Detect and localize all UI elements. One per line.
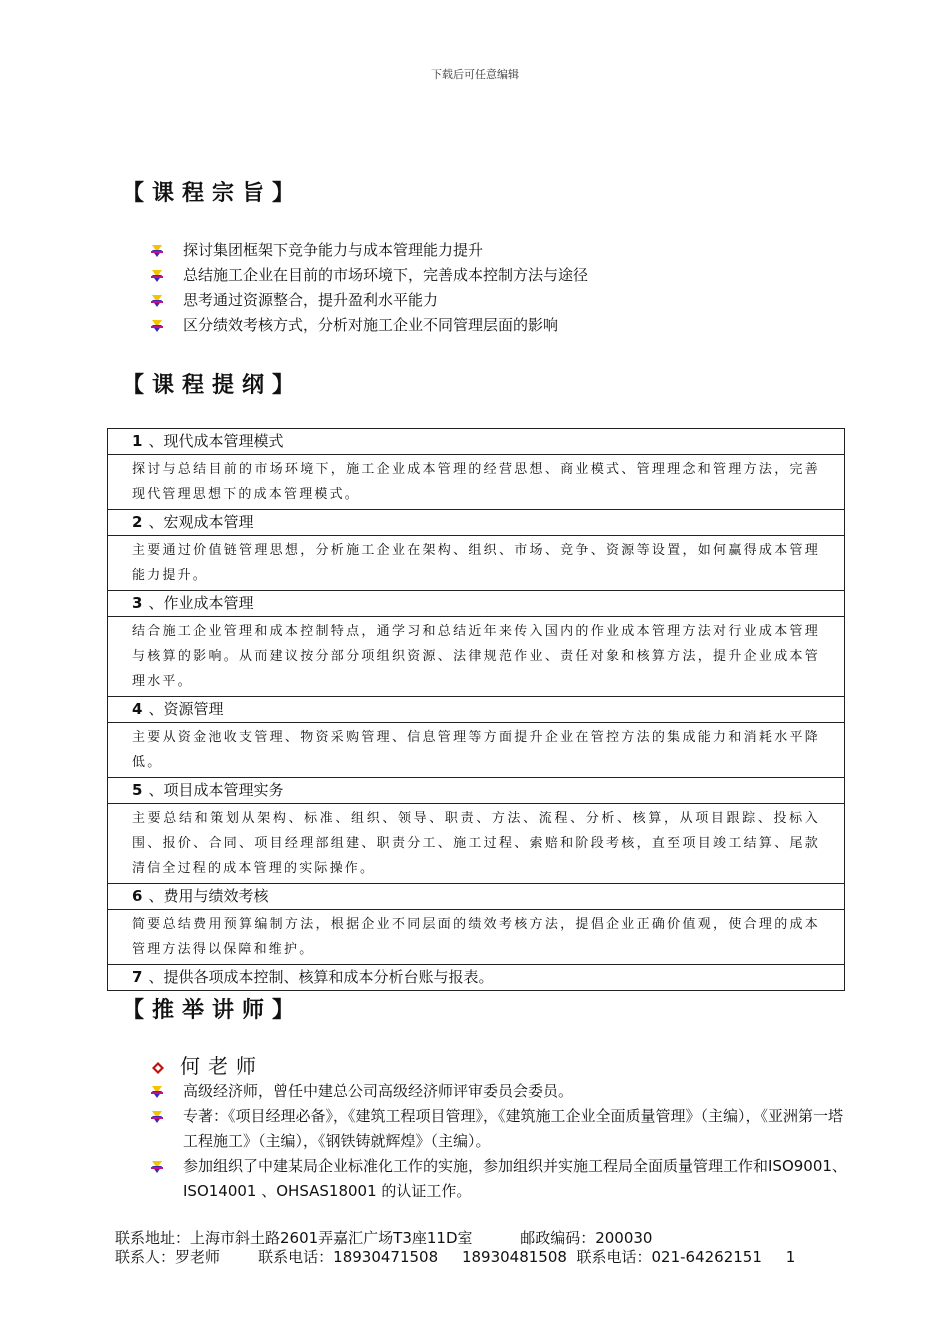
outline-heading: 、项目成本管理实务 [148, 781, 284, 799]
list-item [150, 288, 850, 313]
purpose-item-text: 探讨集团框架下竞争能力与成本管理能力提升 [183, 241, 484, 259]
lecturer-name: 何老师 [180, 1054, 264, 1078]
outline-heading-row [108, 778, 844, 804]
footer-address-line: 联系地址：上海市斜土路2601弄嘉汇广场T3座11D室 邮政编码：200030 [115, 1229, 653, 1247]
list-item [150, 263, 850, 288]
outline-table [107, 428, 845, 991]
outline-detail-row: 主要通过价值链管理思想，分析施工企业在架构、组织、市场、竞争、资源等设置，如何赢得成本管理能力提升。 [108, 536, 844, 591]
outline-heading-row [108, 429, 844, 455]
diamond-bullet-icon [152, 1062, 164, 1074]
outline-number: 1 [132, 432, 143, 450]
outline-detail-row: 探讨与总结目前的市场环境下，施工企业成本管理的经营思想、商业模式、管理理念和管理方法，完善现代管理思想下的成本管理模式。 [108, 455, 844, 510]
outline-number: 4 [132, 700, 143, 718]
outline-heading: 、现代成本管理模式 [148, 432, 284, 450]
arrow-bullet-icon [150, 269, 164, 283]
outline-heading-row [108, 591, 844, 617]
outline-heading: 、资源管理 [148, 700, 224, 718]
list-item [150, 313, 850, 338]
header-note: 下载后可任意编辑 [431, 68, 519, 81]
arrow-bullet-icon [150, 1085, 164, 1099]
outline-detail-row: 简要总结费用预算编制方法，根据企业不同层面的绩效考核方法，提倡企业正确价值观，使合理的成本管理方法得以保障和维护。 [108, 910, 844, 965]
arrow-bullet-icon [150, 244, 164, 258]
purpose-list [150, 238, 850, 338]
outline-heading: 、作业成本管理 [148, 594, 254, 612]
outline-detail-row: 主要从资金池收支管理、物资采购管理、信息管理等方面提升企业在管控方法的集成能力和消耗水平降低。 [108, 723, 844, 778]
outline-detail-row: 结合施工企业管理和成本控制特点，通学习和总结近年来传入国内的作业成本管理方法对行业成本管理与核算的影响。从而建议按分部分项组织资源、法律规范作业、责任对象和核算方法，提升企业成本管理水平。 [108, 617, 844, 697]
section-title-outline: 【课程提纲】 [122, 373, 303, 398]
outline-heading: 、宏观成本管理 [148, 513, 254, 531]
arrow-bullet-icon [150, 1110, 164, 1124]
lecturer-item-text: 高级经济师，曾任中建总公司高级经济师评审委员会委员。 [183, 1082, 574, 1100]
list-item [150, 1154, 850, 1204]
arrow-bullet-icon [150, 319, 164, 333]
outline-number: 2 [132, 513, 143, 531]
lecturer-item-text: 专著：《项目经理必备》，《建筑工程项目管理》，《建筑施工企业全面质量管理》（主编），《亚洲第一塔工程施工》（主编），《钢铁铸就辉煌》（主编）。 [183, 1107, 844, 1150]
list-item [150, 238, 850, 263]
list-item [150, 1104, 850, 1154]
purpose-item-text: 思考通过资源整合，提升盈利水平能力 [183, 291, 439, 309]
footer-contact-line: 联系人：罗老师 联系电话：18930471508 18930481508 联系电话：021-64262151 1 [115, 1248, 796, 1266]
outline-heading-row [108, 510, 844, 536]
outline-number: 3 [132, 594, 143, 612]
list-item [150, 1079, 850, 1104]
outline-heading: 、费用与绩效考核 [148, 887, 269, 905]
lecturer-item-text: 参加组织了中建某局企业标准化工作的实施，参加组织并实施工程局全面质量管理工作和ISO9001、ISO14001 、OHSAS18001 的认证工作。 [183, 1157, 847, 1200]
section-title-lecturer: 【推举讲师】 [122, 998, 303, 1023]
arrow-bullet-icon [150, 294, 164, 308]
section-title-purpose: 【课程宗旨】 [122, 181, 303, 206]
purpose-item-text: 区分绩效考核方式，分析对施工企业不同管理层面的影响 [183, 316, 559, 334]
outline-heading-row [108, 965, 844, 990]
purpose-item-text: 总结施工企业在目前的市场环境下，完善成本控制方法与途径 [183, 266, 589, 284]
outline-heading: 、提供各项成本控制、核算和成本分析台账与报表。 [148, 968, 494, 986]
outline-number: 7 [132, 968, 143, 986]
lecturer-list [150, 1079, 850, 1204]
outline-heading-row [108, 884, 844, 910]
outline-number: 5 [132, 781, 143, 799]
outline-number: 6 [132, 887, 143, 905]
outline-heading-row [108, 697, 844, 723]
lecturer-name-line [152, 1050, 264, 1079]
arrow-bullet-icon [150, 1160, 164, 1174]
outline-detail-row: 主要总结和策划从架构、标准、组织、领导、职责、方法、流程、分析、核算，从项目跟踪、投标入围、报价、合同、项目经理部组建、职责分工、施工过程、索赔和阶段考核，直至项目竣工结算、尾款清信全过程的成本管理的实际操作。 [108, 804, 844, 884]
